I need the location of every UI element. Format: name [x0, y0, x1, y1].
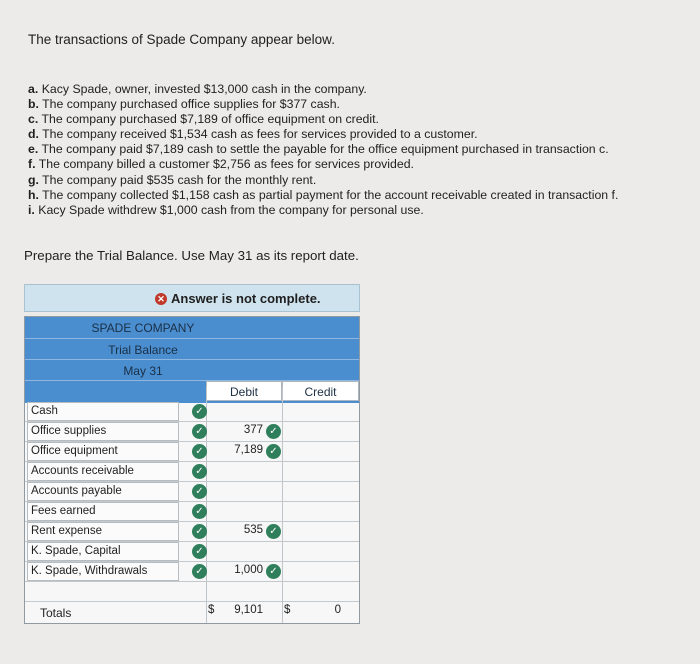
transaction-b: b. The company purchased office supplies for $377 cash. — [28, 97, 340, 112]
total-debit: 9,101 — [234, 604, 263, 616]
check-icon: ✓ — [192, 544, 207, 559]
debit-input[interactable]: 535 — [243, 524, 263, 536]
answer-status-banner — [24, 284, 360, 312]
debit-currency-symbol: $ — [208, 604, 215, 616]
check-icon: ✓ — [192, 564, 207, 579]
trial-balance-form — [24, 316, 360, 624]
transaction-d: d. The company received $1,534 cash as fees for services provided to a customer. — [28, 127, 478, 142]
account-select[interactable]: Office equipment — [27, 442, 179, 461]
instructions: Prepare the Trial Balance. Use May 31 as its report date. — [24, 248, 359, 263]
transaction-e: e. The company paid $7,189 cash to settle the payable for the office equipment purchased in transaction c. — [28, 142, 609, 157]
x-circle-icon: ✕ — [155, 293, 167, 305]
check-icon: ✓ — [192, 464, 207, 479]
debit-input[interactable]: 1,000 — [234, 564, 263, 576]
debit-input[interactable]: 7,189 — [234, 444, 263, 456]
transaction-h: h. The company collected $1,158 cash as partial payment for the account receivable created in transaction f. — [28, 187, 619, 202]
transaction-c: c. The company purchased $7,189 of office equipment on credit. — [28, 112, 379, 127]
account-select[interactable]: Accounts receivable — [27, 462, 179, 481]
transaction-g: g. The company paid $535 cash for the monthly rent. — [28, 172, 317, 187]
answer-status-text: Answer is not complete. — [171, 291, 321, 306]
total-credit: 0 — [334, 604, 341, 616]
account-select[interactable]: K. Spade, Capital — [27, 542, 179, 561]
transaction-a: a. Kacy Spade, owner, invested $13,000 cash in the company. — [28, 82, 367, 96]
transaction-i: i. Kacy Spade withdrew $1,000 cash from the company for personal use. — [28, 202, 424, 217]
check-icon: ✓ — [266, 564, 281, 579]
account-select[interactable]: Office supplies — [27, 422, 179, 441]
check-icon: ✓ — [266, 424, 281, 439]
account-select[interactable]: K. Spade, Withdrawals — [27, 562, 179, 581]
page-title: The transactions of Spade Company appear below. — [28, 32, 335, 47]
report-title-header: Trial Balance — [25, 339, 359, 360]
check-icon: ✓ — [192, 504, 207, 519]
row-divider — [25, 601, 359, 602]
check-icon: ✓ — [266, 524, 281, 539]
check-icon: ✓ — [192, 524, 207, 539]
check-icon: ✓ — [192, 444, 207, 459]
company-name-header: SPADE COMPANY — [25, 317, 359, 339]
check-icon: ✓ — [192, 484, 207, 499]
check-icon: ✓ — [266, 444, 281, 459]
account-select[interactable]: Accounts payable — [27, 482, 179, 501]
check-icon: ✓ — [192, 424, 207, 439]
credit-currency-symbol: $ — [284, 604, 291, 616]
debit-column-divider — [206, 387, 207, 623]
credit-column-header: Credit — [282, 381, 359, 401]
account-select[interactable]: Cash — [27, 402, 179, 421]
row-divider — [25, 581, 359, 582]
check-icon: ✓ — [192, 404, 207, 419]
account-select[interactable]: Fees earned — [27, 502, 179, 521]
debit-input[interactable]: 377 — [243, 424, 263, 436]
credit-column-divider — [282, 387, 283, 623]
report-date-header: May 31 — [25, 360, 359, 381]
transaction-f: f. The company billed a customer $2,756 as fees for services provided. — [28, 157, 414, 172]
account-select[interactable]: Rent expense — [27, 522, 179, 541]
totals-label: Totals — [40, 606, 72, 620]
debit-column-header: Debit — [206, 381, 282, 401]
transaction-list — [28, 82, 618, 218]
